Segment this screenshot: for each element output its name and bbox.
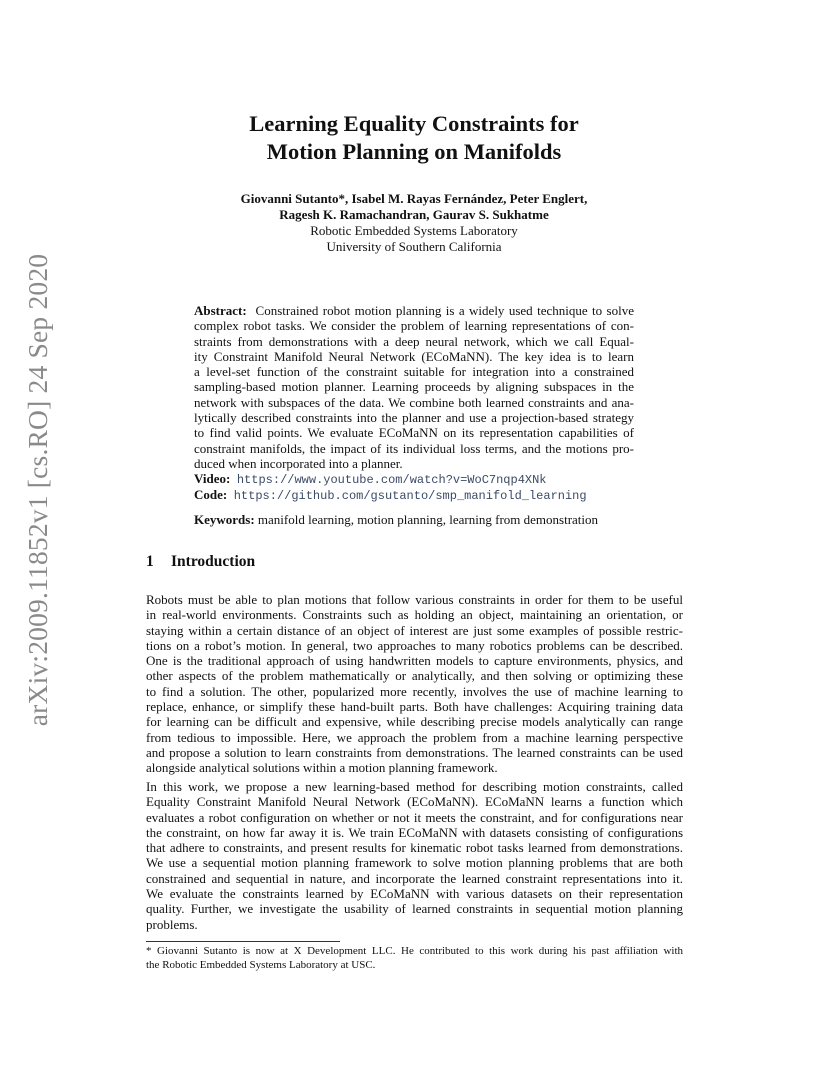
body-line: Equality Constraint Manifold Neural Network (ECoMaNN). ECoMaNN learns a function which xyxy=(146,794,683,810)
footnote-line: the Robotic Embedded Systems Laboratory at USC. xyxy=(146,958,376,971)
title-line: Motion Planning on Manifolds xyxy=(266,139,562,164)
author-block xyxy=(0,191,828,255)
body-line: other aspects of the problem mathematically or analytically, and then solving or optimizing these xyxy=(146,668,683,684)
footnote xyxy=(146,945,683,972)
body-line: Robots must be able to plan motions that follow various constraints in order for them to be useful xyxy=(146,592,683,607)
abstract-line: constraint manifolds, the impact of its individual loss terms, and the motions pro- xyxy=(194,440,634,456)
body-line: the constraint, on how far away it is. We train ECoMaNN with datasets consisting of configurations xyxy=(146,824,683,840)
abstract-line: a level-set function of the constraint suitable for integration into a constrained xyxy=(194,364,634,380)
footnote-line: * Giovanni Sutanto is now at X Development LLC. He contributed to this work during his past affiliation with xyxy=(146,945,683,957)
section-heading xyxy=(146,553,255,571)
author-names: Giovanni Sutanto*, Isabel M. Rayas Fernández, Peter Englert, xyxy=(240,191,588,206)
abstract-line: duced when incorporated into a planner. xyxy=(194,455,403,471)
video-line xyxy=(194,471,634,487)
code-label: Code: xyxy=(194,487,228,503)
title-line: Learning Equality Constraints for xyxy=(249,111,579,136)
video-label: Video: xyxy=(194,471,231,487)
body-line: staying within a certain distance of an object of interest are just some examples of possible restric- xyxy=(146,622,683,638)
abstract xyxy=(194,303,634,503)
keywords-label: Keywords: xyxy=(194,512,255,527)
paragraph xyxy=(146,779,683,932)
body-line: constrained and sequential in nature, and incorporate the learned constraint representations into it. xyxy=(146,870,683,886)
footnote-divider xyxy=(146,941,340,942)
abstract-line: complex robot tasks. We consider the problem of learning representations of con- xyxy=(194,318,634,334)
arxiv-identifier: arXiv:2009.11852v1 [cs.RO] 24 Sep 2020 xyxy=(22,253,53,727)
body-line: We evaluate the constraints learned by ECoMaNN with various datasets on their representation xyxy=(146,886,683,902)
body-line: to find a solution. The other, popularized more recently, involves the use of machine learning to xyxy=(146,683,683,699)
affiliation-university: University of Southern California xyxy=(326,239,502,254)
body-line: in real-world environments. Constraints such as holding an object, maintaining an orientation, or xyxy=(146,607,683,623)
body-line: that adhere to constraints, and present results for kinematic robot tasks learned from demonstrations. xyxy=(146,840,683,856)
body-line: evaluates a robot configuration on whether or not it meets the constraint, and for configurations near xyxy=(146,809,683,825)
code-line xyxy=(194,487,634,503)
keywords xyxy=(194,512,598,528)
body-line: problems. xyxy=(146,916,198,932)
paragraph xyxy=(146,592,683,776)
body-line: from tedious to impossible. Here, we approach the problem from a machine learning perspective xyxy=(146,729,683,745)
body-line: tions on a robot’s motion. In general, two approaches to many robotics problems can be described. xyxy=(146,637,683,653)
abstract-line: lytically described constraints into the planner and use a projection-based strategy xyxy=(194,410,634,426)
affiliation-lab: Robotic Embedded Systems Laboratory xyxy=(310,223,518,238)
author-names: Ragesh K. Ramachandran, Gaurav S. Sukhatme xyxy=(279,207,549,222)
abstract-line xyxy=(194,303,634,318)
section-title: Introduction xyxy=(171,553,256,570)
body-line: for learning can be difficult and expensive, while describing precise models analytically can range xyxy=(146,714,683,730)
body-line: replace, enhance, or simplify these hand-built parts. Both have challenges: Acquiring training data xyxy=(146,699,683,715)
paper-title xyxy=(0,110,828,166)
abstract-line: network with subspaces of the data. We combine both learned constraints and ana- xyxy=(194,394,634,410)
code-link[interactable]: https://github.com/gsutanto/smp_manifold_learning xyxy=(233,489,587,504)
arxiv-watermark xyxy=(18,253,58,727)
video-link[interactable]: https://www.youtube.com/watch?v=WoC7nqp4XNk xyxy=(236,473,547,488)
abstract-line: straints from demonstrations with a deep neural network, which we call Equal- xyxy=(194,333,634,349)
body-line: quality. Further, we investigate the usability of learned constraints in sequential motion planning xyxy=(146,901,683,917)
body-line: and propose a solution to learn constraints from demonstrations. The learned constraints can be used xyxy=(146,744,683,760)
abstract-line: to find valid points. We evaluate ECoMaNN on its representation capabilities of xyxy=(194,425,634,441)
abstract-label: Abstract: xyxy=(194,303,247,318)
abstract-text: Constrained robot motion planning is a widely used technique to solve xyxy=(255,303,634,318)
abstract-line: ity Constraint Manifold Neural Network (ECoMaNN). The key idea is to learn xyxy=(194,348,634,364)
abstract-line: sampling-based motion planner. Learning proceeds by aligning subspaces in the xyxy=(194,379,634,395)
body-line: alongside analytical solutions within a motion planning framework. xyxy=(146,760,498,776)
keywords-text: manifold learning, motion planning, learning from demonstration xyxy=(257,512,599,527)
body-line: One is the traditional approach of using handwritten models to capture environments, physics, and xyxy=(146,653,683,669)
section-number: 1 xyxy=(146,553,154,570)
body-line: In this work, we propose a new learning-based method for describing motion constraints, called xyxy=(146,779,683,794)
body-line: We use a sequential motion planning framework to solve motion planning problems that are both xyxy=(146,855,683,871)
